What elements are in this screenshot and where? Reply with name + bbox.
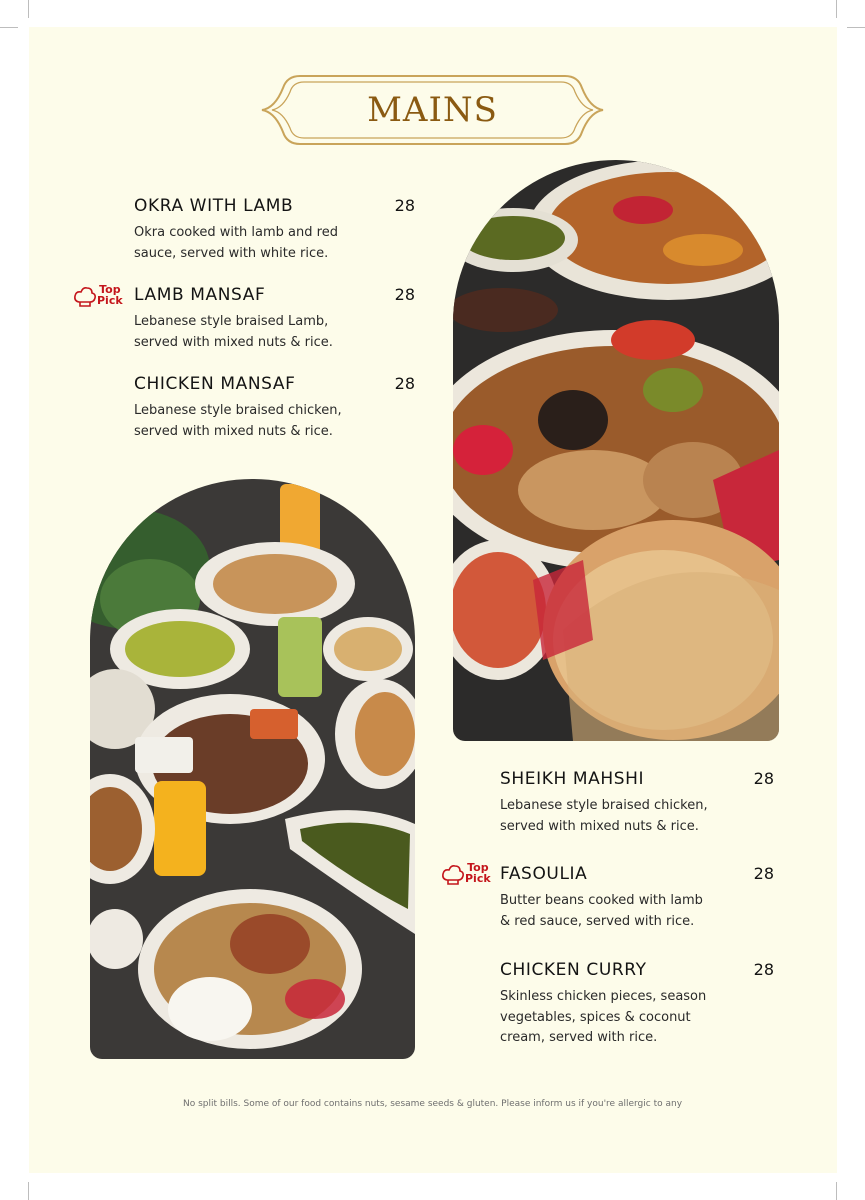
desc-line: served with mixed nuts & rice. bbox=[134, 423, 333, 439]
item-name: LAMB MANSAF bbox=[134, 285, 266, 305]
item-price: 28 bbox=[394, 374, 415, 393]
badge-line: Top bbox=[99, 283, 121, 296]
desc-line: cream, served with rice. bbox=[500, 1030, 658, 1045]
section-banner bbox=[260, 74, 605, 146]
chef-hat-icon bbox=[441, 864, 465, 886]
desc-line: served with mixed nuts & rice. bbox=[134, 334, 333, 350]
item-price: 28 bbox=[394, 196, 415, 215]
desc-line: Skinless chicken pieces, season bbox=[500, 989, 707, 1004]
badge-label bbox=[97, 284, 123, 306]
item-name: SHEIKH MAHSHI bbox=[500, 769, 645, 789]
item-name: OKRA WITH LAMB bbox=[134, 196, 294, 216]
crop-mark bbox=[28, 1182, 29, 1200]
item-description bbox=[134, 223, 374, 264]
crop-mark bbox=[836, 0, 837, 18]
desc-line: Okra cooked with lamb and red bbox=[134, 225, 338, 240]
item-price: 28 bbox=[753, 769, 774, 788]
desc-line: served with mixed nuts & rice. bbox=[500, 818, 699, 834]
desc-line: vegetables, spices & coconut bbox=[500, 1009, 691, 1025]
item-description bbox=[500, 796, 740, 837]
section-title: MAINS bbox=[367, 90, 498, 130]
item-description bbox=[500, 891, 740, 932]
food-photo-spread bbox=[90, 479, 415, 1059]
crop-mark bbox=[28, 0, 29, 18]
item-price: 28 bbox=[753, 960, 774, 979]
item-description bbox=[134, 312, 374, 353]
desc-line: sauce, served with white rice. bbox=[134, 245, 329, 261]
desc-line: Lebanese style braised chicken, bbox=[500, 798, 708, 813]
desc-line: Butter beans cooked with lamb bbox=[500, 893, 703, 908]
item-name: CHICKEN CURRY bbox=[500, 960, 647, 980]
allergy-note: No split bills. Some of our food contains nuts, sesame seeds & gluten. Please inform us if you're allergic to any bbox=[182, 1099, 683, 1109]
badge-line: Pick bbox=[97, 294, 123, 307]
item-description bbox=[500, 987, 740, 1049]
crop-mark bbox=[0, 27, 18, 28]
top-pick-badge bbox=[441, 862, 497, 888]
top-pick-badge bbox=[73, 284, 129, 310]
badge-label bbox=[465, 862, 491, 884]
desc-line: & red sauce, served with rice. bbox=[500, 913, 695, 929]
item-price: 28 bbox=[394, 285, 415, 304]
chef-hat-icon bbox=[73, 286, 97, 308]
item-price: 28 bbox=[753, 864, 774, 883]
item-name: CHICKEN MANSAF bbox=[134, 374, 296, 394]
food-photo-platter bbox=[453, 160, 779, 741]
badge-line: Top bbox=[467, 861, 489, 874]
desc-line: Lebanese style braised Lamb, bbox=[134, 314, 329, 329]
desc-line: Lebanese style braised chicken, bbox=[134, 403, 342, 418]
crop-mark bbox=[836, 1182, 837, 1200]
item-description bbox=[134, 401, 374, 442]
crop-mark bbox=[847, 27, 865, 28]
badge-line: Pick bbox=[465, 872, 491, 885]
item-name: FASOULIA bbox=[500, 864, 588, 884]
